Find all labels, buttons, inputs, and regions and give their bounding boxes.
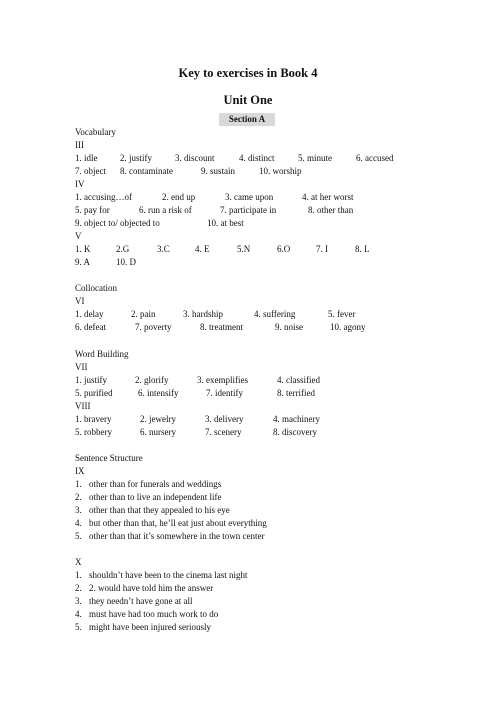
answer: 9. sustain (201, 166, 236, 176)
item-number: 5. (75, 531, 82, 541)
answer: 4. suffering (254, 309, 296, 319)
answer: 6. nursery (140, 427, 176, 437)
exercise-label-vii: VII (75, 362, 88, 372)
item-number: 3. (75, 505, 82, 515)
item-text: other than to live an independent life (89, 492, 222, 502)
answer: 6. intensify (138, 388, 179, 398)
answer: 1. delay (75, 309, 104, 319)
collocation-heading: Collocation (75, 283, 117, 293)
answer: 6.O (277, 244, 291, 254)
item-text: might have been injured seriously (89, 622, 211, 632)
answer: 3. delivery (205, 414, 244, 424)
answer: 3. came upon (225, 192, 274, 202)
answer: 1. accusing…of (75, 192, 132, 202)
answer: 1. justify (75, 375, 108, 385)
exercise-label-ix: IX (75, 466, 85, 476)
section-label: Section A (219, 113, 275, 126)
answer: 3. discount (175, 153, 215, 163)
list-item (75, 622, 211, 633)
exercise-label-iv: IV (75, 179, 85, 189)
item-number: 4. (75, 518, 82, 528)
list-item (75, 531, 264, 542)
answer: 2. end up (162, 192, 196, 202)
answer: 2. jewelry (140, 414, 176, 424)
answer: 6. run a risk of (139, 205, 192, 215)
answer: 5. purified (75, 388, 113, 398)
answer: 7. scenery (205, 427, 242, 437)
item-text: other than that they appealed to his eye (89, 505, 230, 515)
answer: 4. at her worst (302, 192, 354, 202)
item-text: must have had too much work to do (89, 609, 219, 619)
answer: 6. defeat (75, 322, 106, 332)
answer: 3.C (157, 244, 170, 254)
list-item (75, 596, 193, 607)
item-number: 2. (75, 583, 82, 593)
answer: 5. minute (298, 153, 332, 163)
answer: 8. terrified (277, 388, 315, 398)
answer: 10. at best (207, 218, 244, 228)
answer: 8. discovery (273, 427, 317, 437)
answer: 8. contaminate (120, 166, 173, 176)
doc-title: Key to exercises in Book 4 (178, 66, 318, 80)
item-text: but other than that, he’ll eat just about everything (89, 518, 267, 528)
item-text: other than for funerals and weddings (89, 479, 222, 489)
answer: 5.N (237, 244, 251, 254)
item-text: other than that it’s somewhere in the town center (89, 531, 265, 541)
answer: 7. object (75, 166, 106, 176)
answer: 10. D (116, 257, 136, 267)
answer: 2. justify (120, 153, 153, 163)
answer: 5. robbery (75, 427, 112, 437)
item-text: 2. would have told him the answer (89, 583, 214, 593)
list-item (75, 505, 230, 516)
answer: 5. fever (328, 309, 356, 319)
answer: 9. object to/ objected to (75, 218, 160, 228)
answer: 7. participate in (220, 205, 277, 215)
answer: 8. L (355, 244, 370, 254)
answer: 3. hardship (183, 309, 223, 319)
answer: 9. A (75, 257, 91, 267)
answer: 8. other than (308, 205, 354, 215)
answer: 10. worship (259, 166, 302, 176)
list-item (75, 518, 267, 529)
item-text: they needn’t have gone at all (89, 596, 193, 606)
item-number: 3. (75, 596, 82, 606)
list-item (75, 609, 218, 620)
answer: 8. treatment (200, 322, 243, 332)
answer: 7. I (316, 244, 328, 254)
word-building-heading: Word Building (75, 349, 129, 359)
list-item (75, 492, 221, 503)
answer: 2. pain (131, 309, 156, 319)
exercise-label-viii: VIII (75, 401, 91, 411)
item-text: shouldn’t have been to the cinema last night (89, 570, 248, 580)
list-item (75, 479, 221, 490)
answer: 1. idle (75, 153, 98, 163)
list-item (75, 583, 213, 594)
answer: 5. pay for (75, 205, 110, 215)
exercise-label-vi: VI (75, 296, 85, 306)
answer: 3. exemplifies (197, 375, 248, 385)
exercise-label-v: V (75, 231, 82, 241)
answer: 10. agony (330, 322, 366, 332)
answer: 4. machinery (273, 414, 320, 424)
answer: 4. classified (277, 375, 320, 385)
vocabulary-heading: Vocabulary (75, 127, 116, 137)
item-number: 1. (75, 479, 82, 489)
exercise-label-x: X (75, 557, 82, 567)
answer: 4. E (195, 244, 210, 254)
answer: 6. accused (356, 153, 394, 163)
answer: 1. bravery (75, 414, 112, 424)
item-number: 5. (75, 622, 82, 632)
answer: 7. poverty (135, 322, 172, 332)
sentence-structure-heading: Sentence Structure (75, 453, 143, 463)
answer: 1. K (75, 244, 91, 254)
item-number: 2. (75, 492, 82, 502)
item-number: 1. (75, 570, 82, 580)
answer: 4. distinct (239, 153, 275, 163)
answer: 9. noise (275, 322, 303, 332)
unit-title: Unit One (223, 93, 273, 107)
answer: 7. identify (206, 388, 243, 398)
answer: 2.G (116, 244, 130, 254)
item-number: 4. (75, 609, 82, 619)
list-item (75, 570, 248, 581)
exercise-label-iii: III (75, 140, 84, 150)
answer: 2. glorify (135, 375, 169, 385)
